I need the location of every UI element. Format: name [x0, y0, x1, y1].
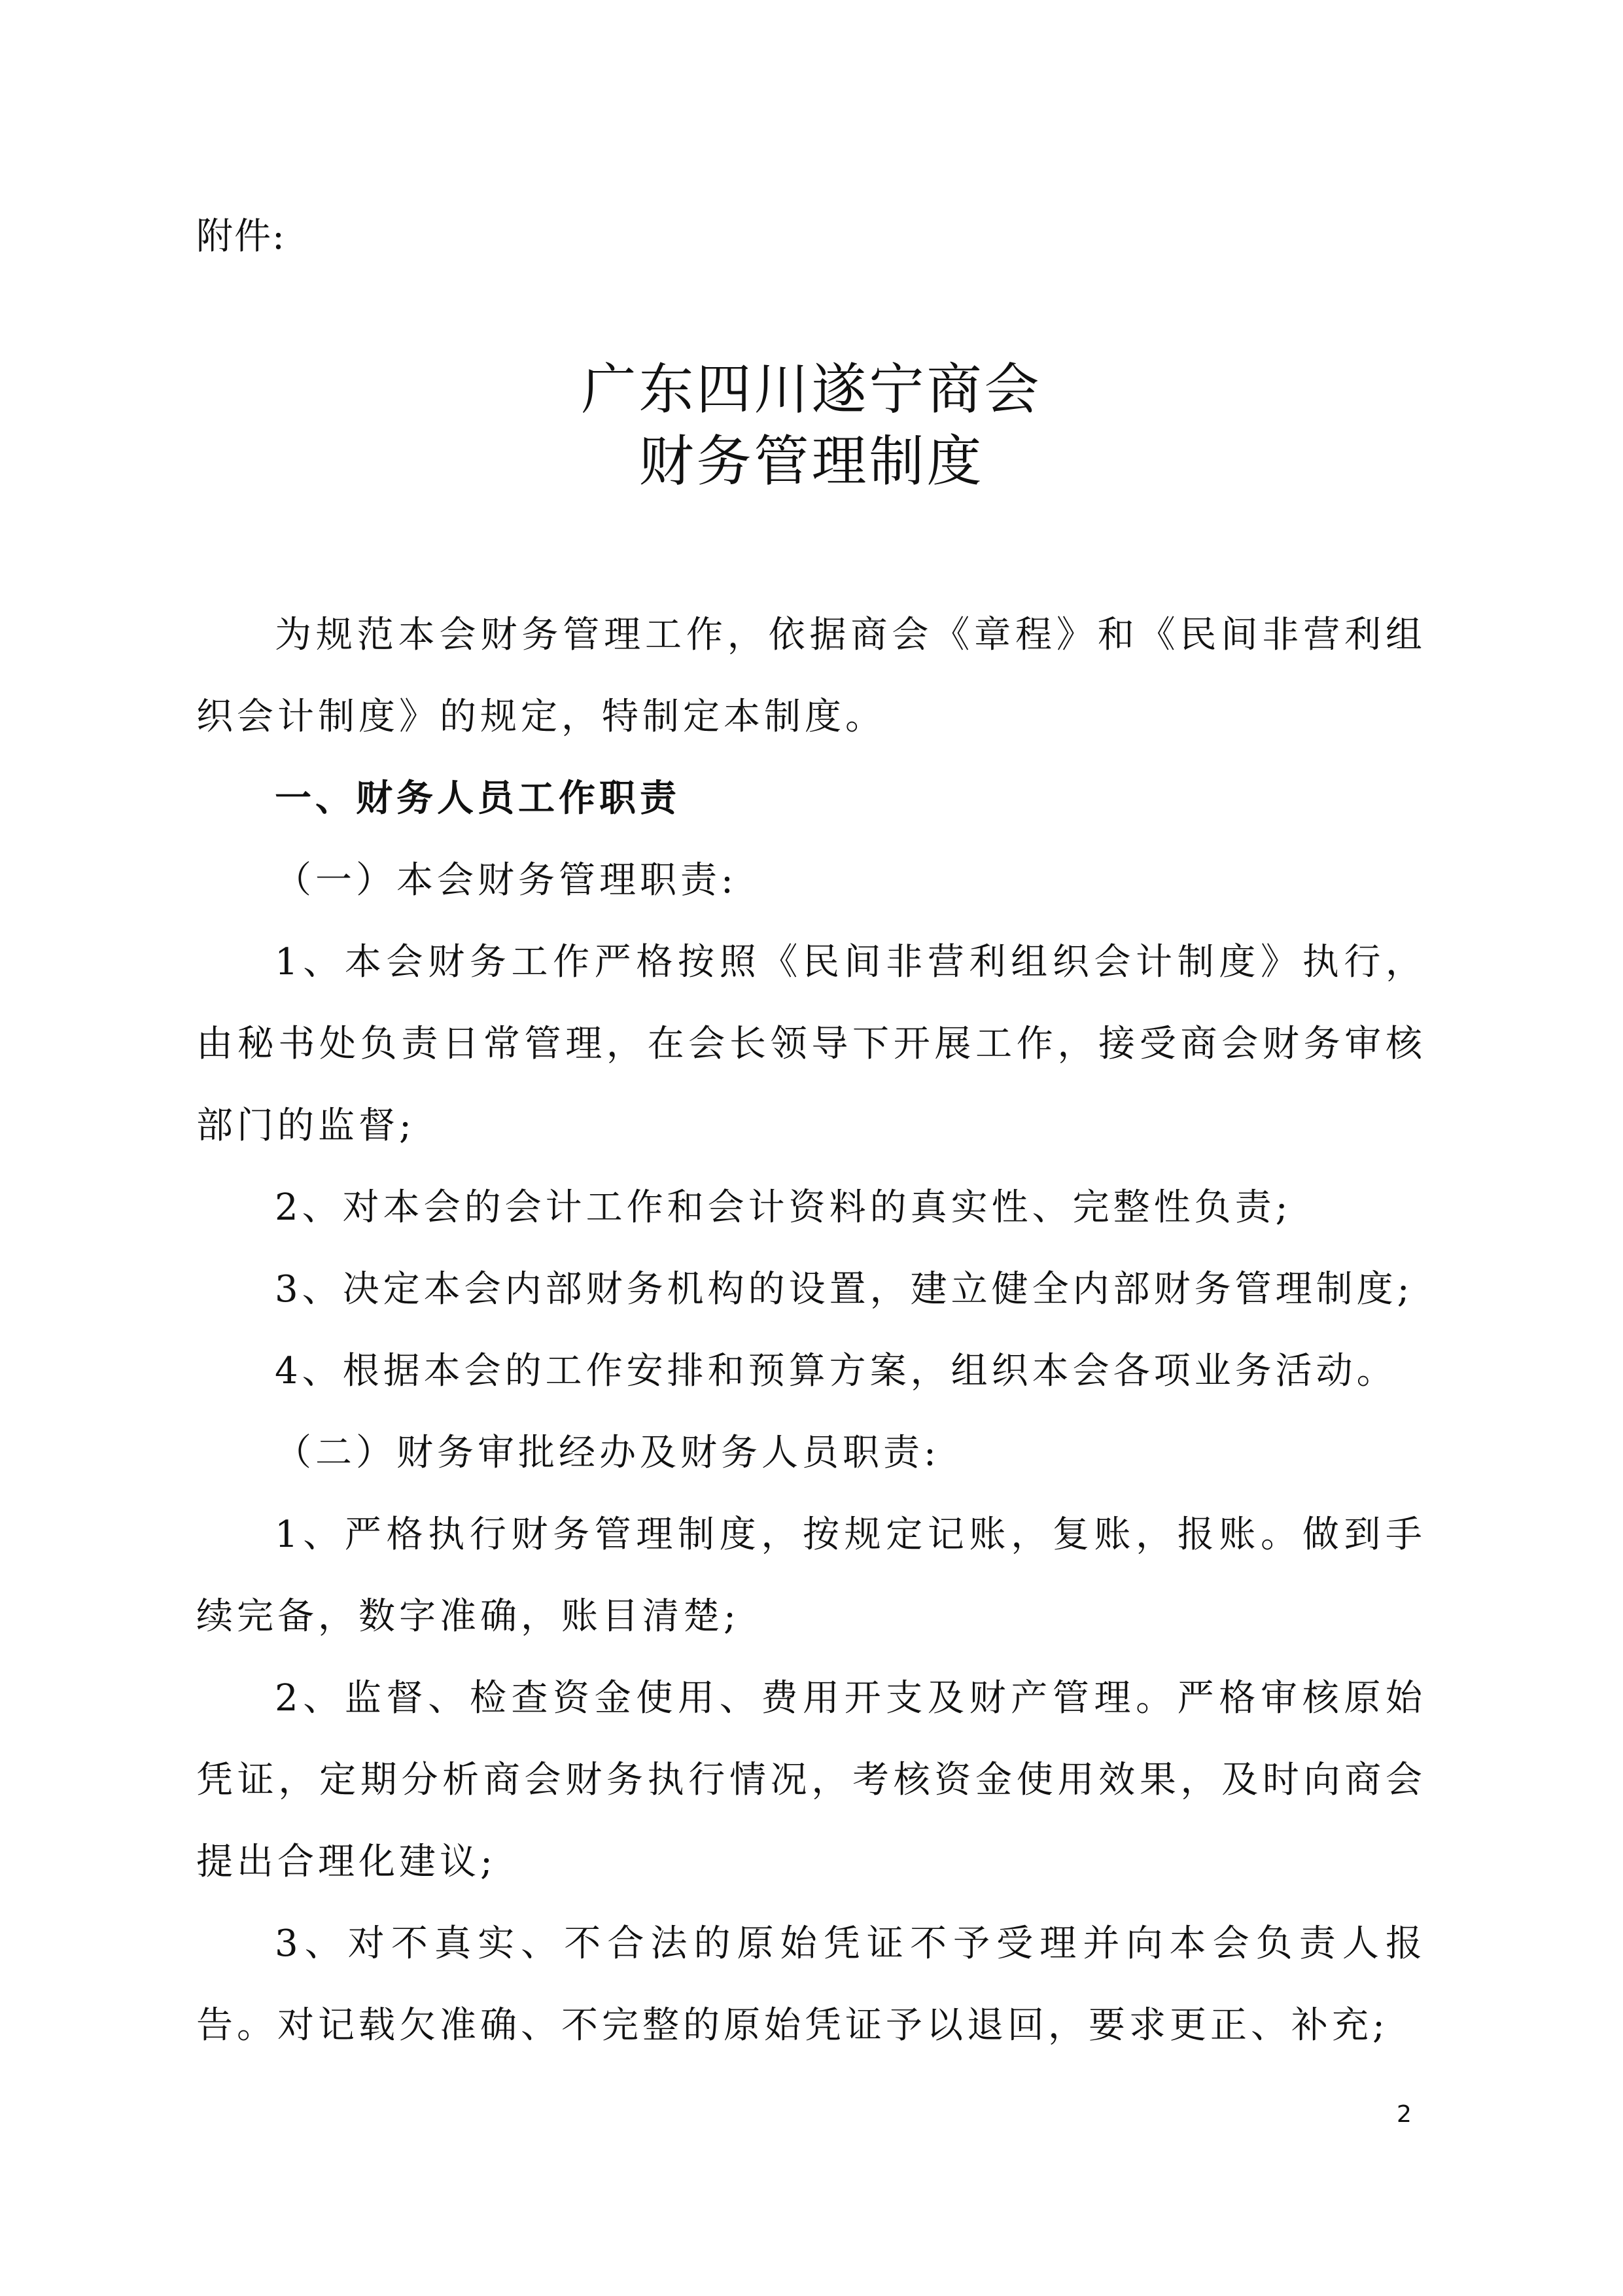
document-title-line-1: 广东四川遂宁商会 — [581, 357, 1042, 421]
subsection-heading-2: （二）财务审批经办及财务人员职责: — [275, 1432, 940, 1474]
list-item: 2、监督、检查资金使用、费用开支及财产管理。严格审核原始凭证，定期分析商会财务执行情况，考核资金使用效果，及时向商会提出合理化建议; — [196, 1677, 1426, 1883]
list-item: 1、严格执行财务管理制度，按规定记账，复账，报账。做到手续完备，数字准确，账目清楚; — [196, 1513, 1426, 1638]
section-heading-1: 一、财务人员工作职责 — [275, 777, 680, 820]
list-item: 3、对不真实、不合法的原始凭证不予受理并向本会负责人报告。对记载欠准确、不完整的原始凭证予以退回，要求更正、补充; — [196, 1922, 1426, 2047]
document-body — [196, 594, 1426, 2066]
list-item: 3、决定本会内部财务机构的设置，建立健全内部财务管理制度; — [275, 1268, 1414, 1311]
document-title-line-2: 财务管理制度 — [638, 429, 985, 493]
list-item: 4、根据本会的工作安排和预算方案，组织本会各项业务活动。 — [275, 1350, 1397, 1392]
subsection-heading-1: （一）本会财务管理职责: — [275, 859, 737, 902]
list-item: 1、本会财务工作严格按照《民间非营利组织会计制度》执行，由秘书处负责日常管理，在会长领导下开展工作，接受商会财务审核部门的监督; — [196, 941, 1426, 1147]
list-item: 2、对本会的会计工作和会计资料的真实性、完整性负责; — [275, 1186, 1292, 1229]
page-number: 2 — [1397, 2101, 1412, 2128]
attachment-label: 附件: — [196, 215, 286, 258]
intro-paragraph: 为规范本会财务管理工作，依据商会《章程》和《民间非营利组织会计制度》的规定，特制定本制度。 — [196, 614, 1426, 738]
